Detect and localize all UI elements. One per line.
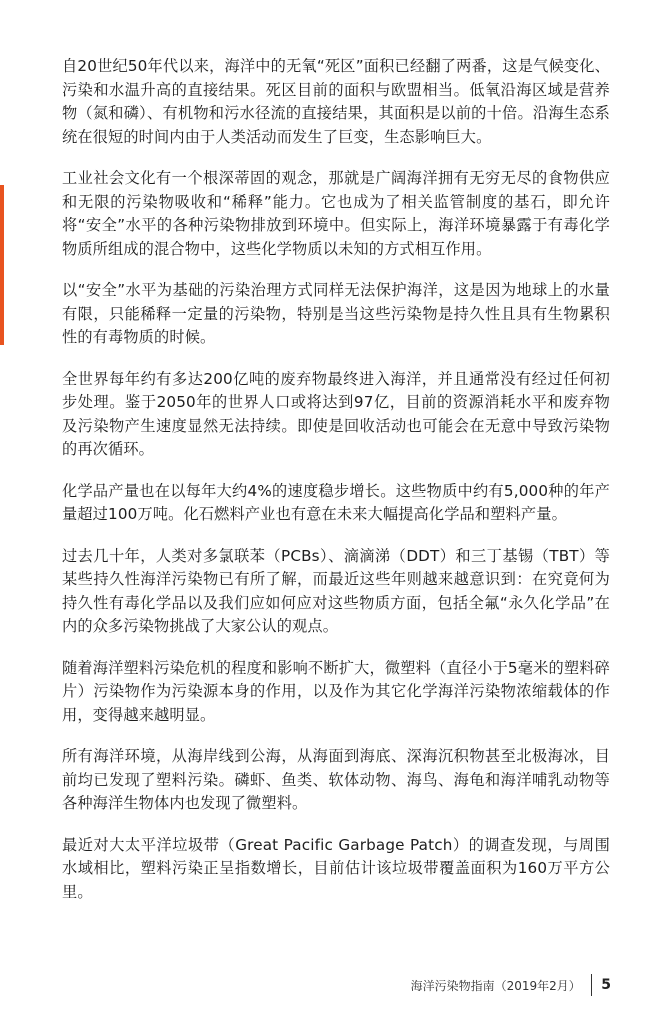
footer-divider: [591, 974, 593, 996]
paragraph-plastic-everywhere: 所有海洋环境，从海岸线到公海，从海面到海底、深海沉积物甚至北极海冰，目前均已发现了塑料污染。磷虾、鱼类、软体动物、海鸟、海龟和海洋哺乳动物等各种海洋生物体内也发现了微塑料。: [62, 747, 610, 812]
page-number: 5: [601, 977, 611, 993]
body-text: [62, 55, 610, 922]
paragraph-chemical-production: 化学品产量也在以每年大约4%的速度稳步增长。这些物质中约有5,000种的年产量超过100万吨。化石燃料产业也有意在未来大幅提高化学品和塑料产量。: [62, 481, 610, 523]
page-footer: [411, 974, 611, 996]
page-edge-accent: [0, 185, 4, 345]
footer-document-title: 海洋污染物指南（2019年2月）: [410, 978, 581, 993]
paragraph-dilution-myth: 工业社会文化有一个根深蒂固的观念，那就是广阔海洋拥有无穷无尽的食物供应和无限的污染物吸收和“稀释”能力。它也成为了相关监管制度的基石，即允许将“安全”水平的各种污染物排放到环境中。但实际上，海洋环境暴露于有毒化学物质所组成的混合物中，这些化学物质以未知的方式相互作用。: [62, 169, 610, 258]
paragraph-persistent-pollutants: 过去几十年，人类对多氯联苯（PCBs）、滴滴涕（DDT）和三丁基锡（TBT）等某些持久性海洋污染物已有所了解，而最近这些年则越来越意识到：在究竟何为持久性有毒化学品以及我们应如何应对这些物质方面，包括全氟“永久化学品”在内的众多污染物挑战了大家公认的观点。: [62, 546, 610, 635]
paragraph-dead-zones: 自20世纪50年代以来，海洋中的无氧“死区”面积已经翻了两番，这是气候变化、污染和水温升高的直接结果。死区目前的面积与欧盟相当。低氧沿海区域是营养物（氮和磷）、有机物和污水径流的直接结果，其面积是以前的十倍。沿海生态系统在很短的时间内由于人类活动而发生了巨变，生态影响巨大。: [62, 57, 610, 146]
paragraph-microplastics: 随着海洋塑料污染危机的程度和影响不断扩大，微塑料（直径小于5毫米的塑料碎片）污染物作为污染源本身的作用，以及作为其它化学海洋污染物浓缩载体的作用，变得越来越明显。: [62, 658, 610, 724]
paragraph-safe-levels: 以“安全”水平为基础的污染治理方式同样无法保护海洋，这是因为地球上的水量有限，只能稀释一定量的污染物，特别是当这些污染物是持久性且具有生物累积性的有毒物质的时候。: [62, 281, 610, 346]
paragraph-waste-volume: 全世界每年约有多达200亿吨的废弃物最终进入海洋，并且通常没有经过任何初步处理。鉴于2050年的世界人口或将达到97亿，目前的资源消耗水平和废弃物及污染物产生速度显然无法持续。即使是回收活动也可能会在无意中导致污染物的再次循环。: [62, 369, 610, 458]
paragraph-garbage-patch: 最近对大太平洋垃圾带（Great Pacific Garbage Patch）的调查发现，与周围水域相比，塑料污染正呈指数增长，目前估计该垃圾带覆盖面积为160万平方公里。: [62, 835, 610, 901]
